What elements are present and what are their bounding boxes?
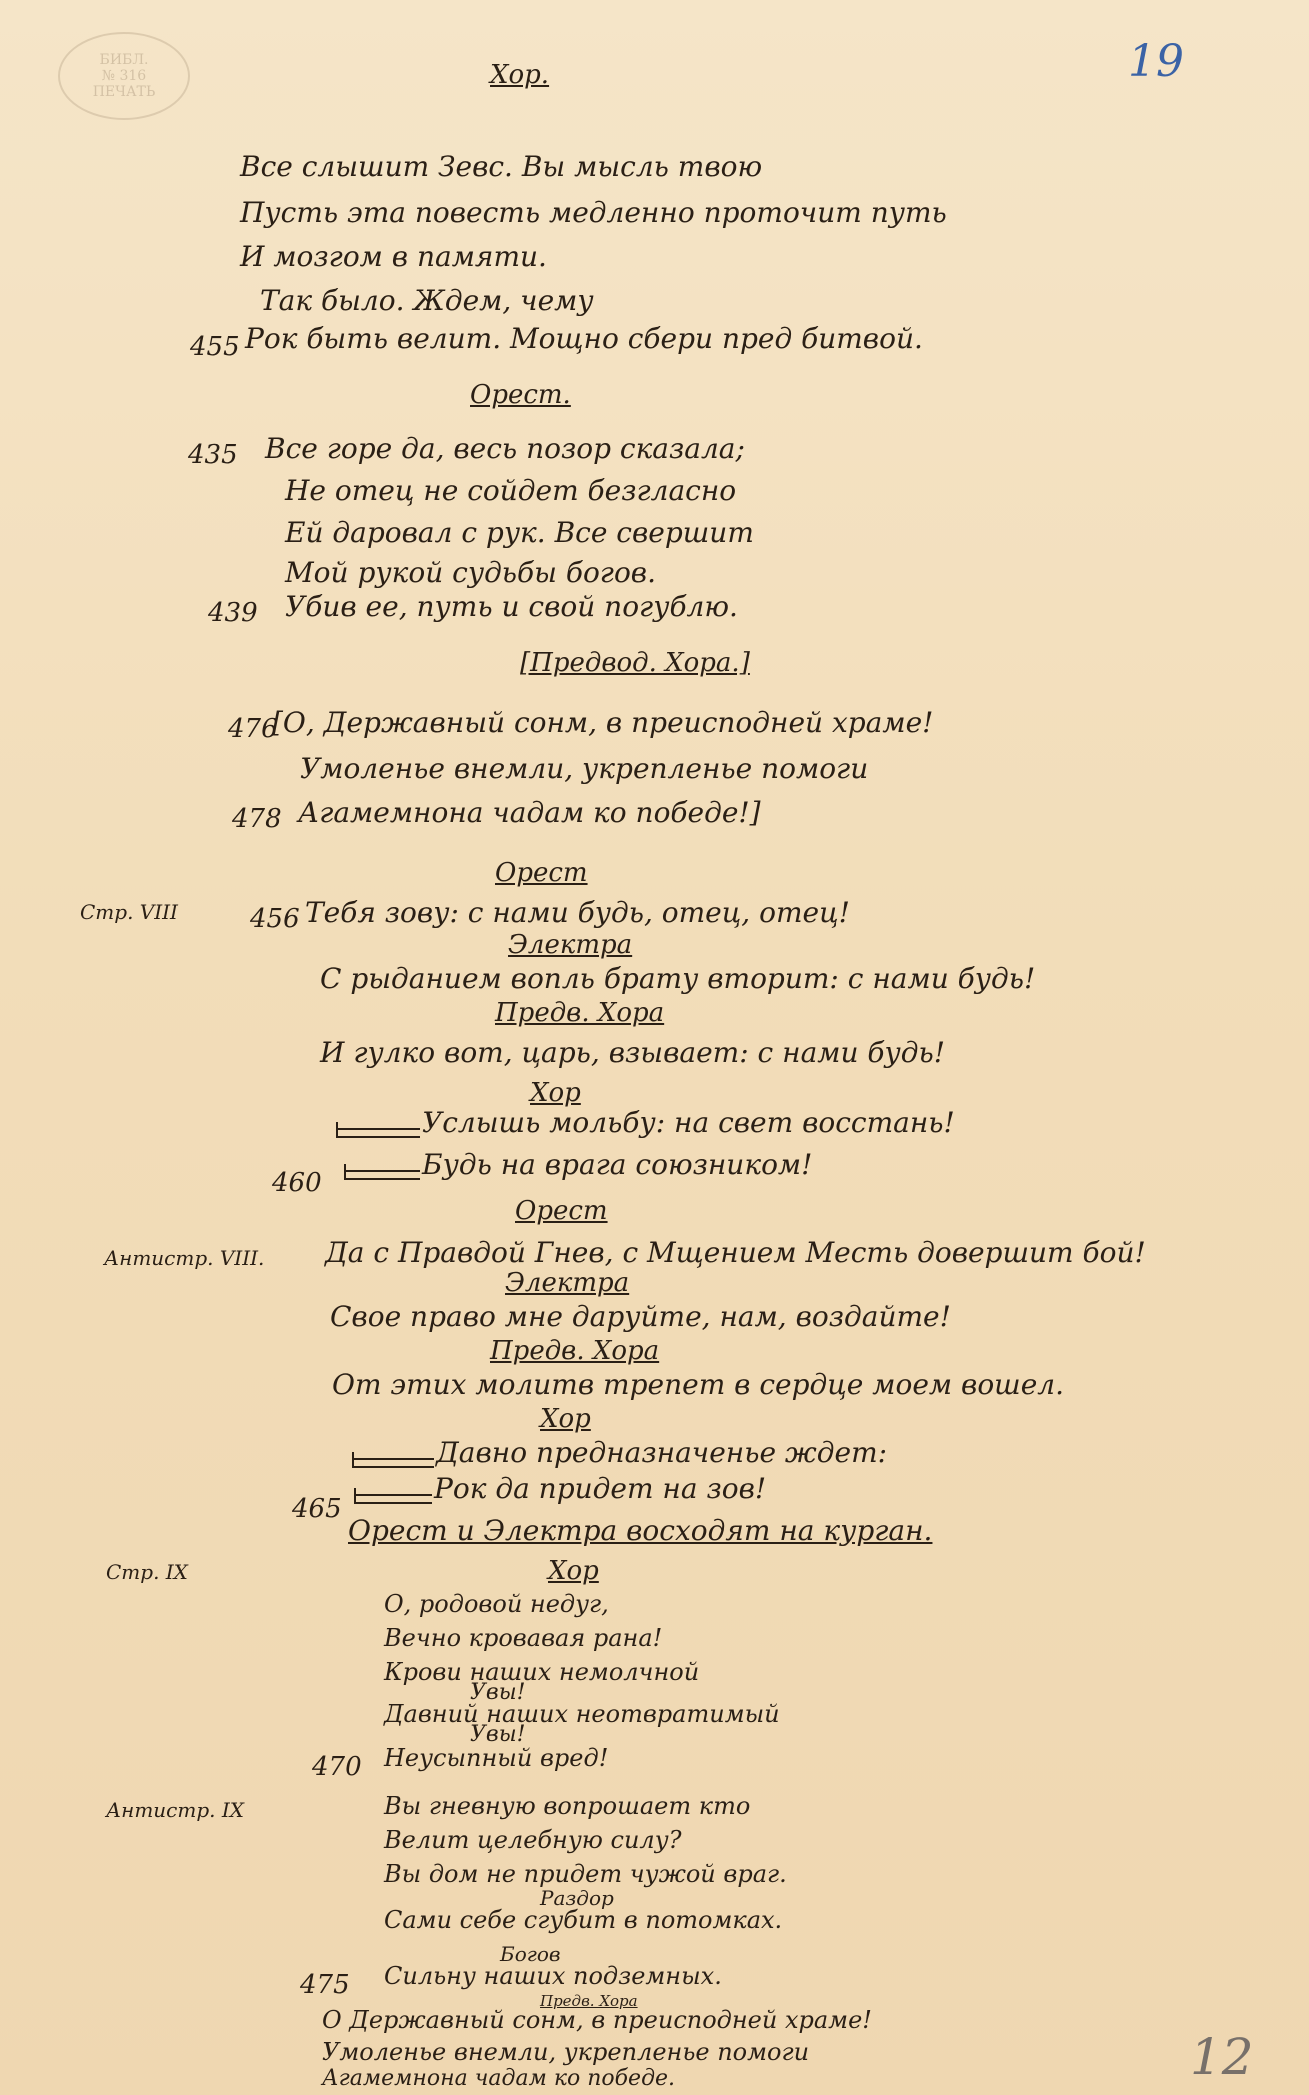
- line-number: 478: [232, 804, 282, 834]
- speaker-heading: Предв. Хора: [540, 1992, 638, 2010]
- speaker-heading: Орест: [515, 1196, 608, 1226]
- strophe-label: Антистр. VIII.: [104, 1246, 265, 1270]
- verse-line: Вы дом не придет чужой враг.: [384, 1860, 787, 1888]
- verse-line: Свое право мне даруйте, нам, воздайте!: [330, 1300, 951, 1333]
- stamp-line: БИБЛ.: [99, 52, 149, 68]
- verse-line: И гулко вот, царь, взывает: с нами будь!: [320, 1036, 945, 1069]
- speaker-heading: Предв. Хора: [490, 1336, 660, 1366]
- line-number: 476: [228, 714, 278, 744]
- verse-line: Будь на врага союзником!: [422, 1148, 813, 1181]
- line-number: 439: [208, 598, 258, 628]
- verse-line: От этих молитв трепет в сердце моем вошел.: [332, 1368, 1065, 1401]
- strophe-label: Стр. VIII: [80, 900, 178, 924]
- verse-line: Рок быть велит. Мощно сбери пред битвой.: [245, 322, 923, 355]
- verse-line: [О, Державный сонм, в преисподней храме!: [272, 706, 934, 739]
- verse-line: Умоленье внемли, укрепленье помоги: [322, 2038, 810, 2066]
- verse-line: О Державный сонм, в преисподней храме!: [322, 2006, 872, 2034]
- verse-line: Богов: [500, 1942, 561, 1966]
- speaker-heading: Хор.: [490, 60, 550, 90]
- verse-line: Увы!: [470, 1722, 526, 1747]
- verse-line: Все горе да, весь позор сказала;: [265, 432, 745, 465]
- bracket-mark: [344, 1164, 420, 1180]
- speaker-heading: Хор: [548, 1556, 599, 1586]
- speaker-heading: [Предвод. Хора.]: [520, 648, 750, 678]
- line-number: 435: [188, 440, 238, 470]
- bracket-mark: [354, 1488, 432, 1504]
- line-number: 460: [272, 1168, 322, 1198]
- verse-line: Вы гневную вопрошает кто: [384, 1792, 751, 1820]
- verse-line: С рыданием вопль брату вторит: с нами будь!: [320, 962, 1036, 995]
- verse-line: Так было. Ждем, чему: [260, 284, 594, 317]
- verse-line: Пусть эта повесть медленно проточит путь: [240, 196, 947, 229]
- verse-line: Давно предназначенье ждет:: [436, 1436, 888, 1469]
- verse-line: Сильну наших подземных.: [384, 1962, 722, 1990]
- line-number: 470: [312, 1752, 362, 1782]
- verse-line: Тебя зову: с нами будь, отец, отец!: [305, 896, 850, 929]
- verse-line: Да с Правдой Гнев, с Мщением Месть довершит бой!: [325, 1236, 1146, 1269]
- library-stamp: [58, 32, 190, 120]
- verse-line: Агамемнона чадам ко победе.: [322, 2066, 676, 2091]
- bracket-mark: [352, 1452, 434, 1468]
- verse-line: Агамемнона чадам ко победе!]: [298, 796, 761, 829]
- verse-line: Рок да придет на зов!: [434, 1472, 767, 1505]
- verse-line: Крови наших немолчной: [384, 1658, 700, 1686]
- speaker-heading: Хор: [540, 1404, 591, 1434]
- strophe-label: Стр. IX: [106, 1560, 188, 1584]
- stamp-line: ПЕЧАТЬ: [92, 84, 156, 100]
- verse-line: Увы!: [470, 1680, 526, 1705]
- verse-line: Неусыпный вред!: [384, 1744, 609, 1772]
- verse-line: Все слышит Зевс. Вы мысль твою: [240, 150, 763, 183]
- speaker-heading: Хор: [530, 1078, 581, 1108]
- speaker-heading: Орест: [495, 858, 588, 888]
- verse-line: Сами себе сгубит в потомках.: [384, 1906, 783, 1934]
- line-number: 455: [190, 332, 240, 362]
- verse-line: Не отец не сойдет безгласно: [285, 474, 737, 507]
- verse-line: Мой рукой судьбы богов.: [285, 556, 656, 589]
- verse-line: Умоленье внемли, укрепленье помоги: [300, 752, 869, 785]
- speaker-heading: Предв. Хора: [495, 998, 665, 1028]
- line-number: 475: [300, 1970, 350, 2000]
- folio-number-top: 19: [1128, 36, 1184, 87]
- verse-line: Раздор: [540, 1886, 614, 1910]
- strophe-label: Антистр. IX: [106, 1798, 244, 1822]
- verse-line: Велит целебную силу?: [384, 1826, 682, 1854]
- speaker-heading: Электра: [505, 1268, 630, 1298]
- speaker-heading: Орест.: [470, 380, 571, 410]
- stage-direction: Орест и Электра восходят на курган.: [348, 1514, 933, 1547]
- bracket-mark: [336, 1122, 420, 1138]
- verse-line: Давний наших неотвратимый: [384, 1700, 780, 1728]
- verse-line: Услышь мольбу: на свет восстань!: [422, 1106, 955, 1139]
- speaker-heading: Электра: [508, 930, 633, 960]
- verse-line: О, родовой недуг,: [384, 1590, 609, 1618]
- verse-line: Вечно кровавая рана!: [384, 1624, 663, 1652]
- line-number: 465: [292, 1494, 342, 1524]
- line-number: 456: [250, 904, 300, 934]
- verse-line: Убив ее, путь и свой погублю.: [285, 590, 738, 623]
- verse-line: Ей даровал с рук. Все свершит: [285, 516, 754, 549]
- verse-line: И мозгом в памяти.: [240, 240, 547, 273]
- folio-number-bottom: 12: [1190, 2028, 1254, 2086]
- stamp-line: № 316: [101, 68, 147, 84]
